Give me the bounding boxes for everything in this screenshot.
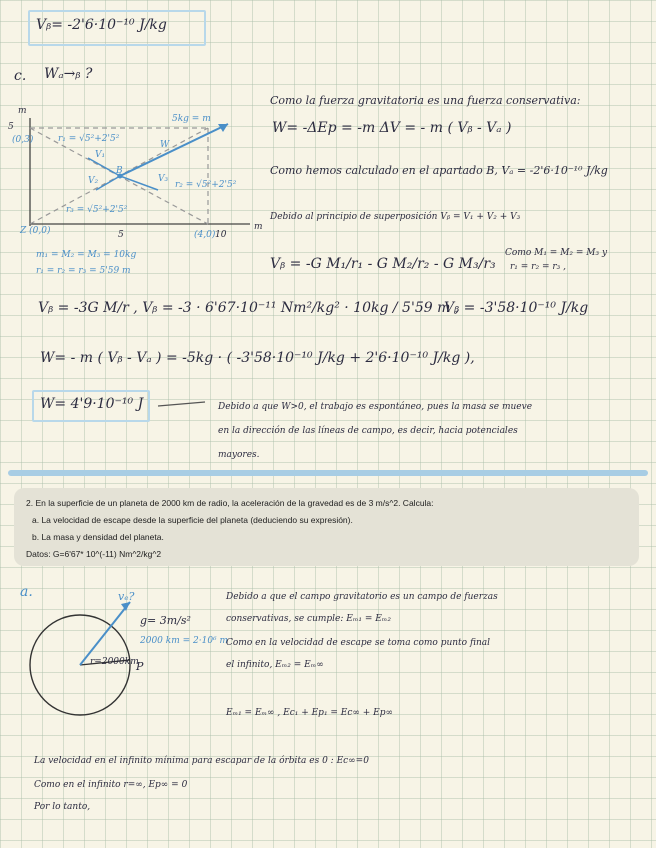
potential-sum: Vᵦ = -G M₁/r₁ - G M₂/r₂ - G M₃/r₃ (270, 256, 496, 272)
diagram-right-point: (4,0) (194, 230, 216, 240)
diagram-force-label: W (160, 140, 170, 150)
point-p: P (136, 660, 144, 673)
part-a-label: a. (20, 584, 33, 600)
diagram-r2: r₂ = √5²+2'5² (175, 180, 237, 190)
escape-arrow (80, 602, 130, 665)
escape-velocity-label: vₑ? (118, 590, 135, 603)
previous-result: Vᵦ= -2'6·10⁻¹⁰ J/kg (36, 17, 167, 33)
diagram-v3: V₃ (158, 174, 169, 184)
problem-statement (14, 488, 639, 566)
problem-line-4: Datos: G=6'67* 10^(-11) Nm^2/kg^2 (26, 549, 162, 559)
work-formula: W= -ΔEp = -m ΔV = - m ( Vᵦ - Vₐ ) (272, 120, 512, 136)
explanation-line-2: en la dirección de las líneas de campo, es decir, hacia potenciales (218, 426, 518, 436)
radius-label: r=2000km (90, 657, 139, 667)
previous-result-text: Como hemos calculado en el apartado B, Vₐ = -2'6·10⁻¹⁰ J/kg (270, 164, 608, 177)
diagram-y-tick: 5 (8, 122, 14, 132)
conservative-force-text: Como la fuerza gravitatoria es una fuerza conservativa: (270, 94, 581, 107)
section-separator (8, 470, 648, 476)
section-c-title: Wₐ→ᵦ ? (44, 66, 93, 82)
explain-arrow (158, 402, 205, 406)
diagram-origin: Z (0,0) (20, 226, 51, 236)
radius-value: 2000 km = 2·10⁶ m (140, 636, 229, 646)
diagram-mass-label: 5kg = m (172, 114, 211, 124)
diagram-note-radii: r₁ = r₂ = r₃ = 5'59 m (36, 266, 131, 276)
bottom-line-3: Por lo tanto, (34, 802, 91, 812)
potential-result: Vᵦ = -3'58·10⁻¹⁰ J/kg (444, 300, 589, 316)
section-c-label: c. (14, 68, 27, 84)
diagram-b: B (116, 166, 123, 176)
potential-calculation: Vᵦ = -3G M/r , Vᵦ = -3 · 6'67·10⁻¹¹ Nm²/kg² · 10kg / 5'59 m , (38, 300, 460, 316)
diagram-x-tick: 5 (118, 230, 124, 240)
gravity-value: g= 3m/s² (140, 614, 191, 627)
part-a-text-2: conservativas, se cumple: Eₘ₁ = Eₘ₂ (226, 614, 391, 624)
diagram-y-axis-label: m (18, 106, 27, 116)
diagram-v2: V₂ (88, 176, 99, 186)
part-a-text-3: Como en la velocidad de escape se toma como punto final (226, 638, 490, 648)
diagram-r3: r₃ = √5²+2'5² (66, 205, 128, 215)
work-calculation: W= - m ( Vᵦ - Vₐ ) = -5kg · ( -3'58·10⁻¹⁰ J/kg + 2'6·10⁻¹⁰ J/kg ), (40, 350, 475, 366)
diagram-left-point: (0,3) (12, 135, 34, 145)
explanation-line-1: Debido a que W>0, el trabajo es espontáneo, pues la masa se mueve (218, 402, 533, 412)
diagram-r1: r₁ = √5²+2'5² (58, 134, 120, 144)
force-arrow (120, 124, 228, 176)
explanation-line-3: mayores. (218, 450, 260, 460)
energy-equation: Eₘ₁ = Eₘ∞ , Ec₁ + Ep₁ = Ec∞ + Ep∞ (226, 708, 394, 718)
escape-arrowhead (121, 602, 130, 611)
diagram-note-masses: m₁ = M₂ = M₃ = 10kg (36, 250, 137, 260)
v3-arrow (120, 176, 158, 190)
work-result: W= 4'9·10⁻¹⁰ J (40, 396, 144, 412)
part-a-text-1: Debido a que el campo gravitatorio es un campo de fuerzas (226, 592, 498, 602)
v2-arrow (96, 176, 120, 190)
diagram-v1: V₁ (95, 150, 106, 160)
equal-masses-note: Como M₁ = M₂ = M₃ y (505, 248, 608, 258)
diagram-x-end: 10 (215, 230, 227, 240)
equal-radii-note: r₁ = r₂ = r₃ , (510, 262, 566, 272)
part-a-text-4: el infinito, Eₘ₂ = Eₘ∞ (226, 660, 324, 670)
superposition-text: Debido al principio de superposición Vᵦ = V₁ + V₂ + V₃ (270, 212, 521, 222)
problem-line-3: b. La masa y densidad del planeta. (32, 532, 164, 542)
problem-line-2: a. La velocidad de escape desde la superficie del planeta (deduciendo su expresión). (32, 515, 353, 525)
problem-line-1: 2. En la superficie de un planeta de 2000 km de radio, la aceleración de la gravedad es de 3 m/s^2. Calcula: (26, 498, 434, 508)
bottom-line-1: La velocidad en el infinito mínima para escapar de la órbita es 0 : Ec∞=0 (34, 756, 369, 766)
diagram-x-axis-label: m (254, 222, 263, 232)
bottom-line-2: Como en el infinito r=∞, Ep∞ = 0 (34, 780, 188, 790)
